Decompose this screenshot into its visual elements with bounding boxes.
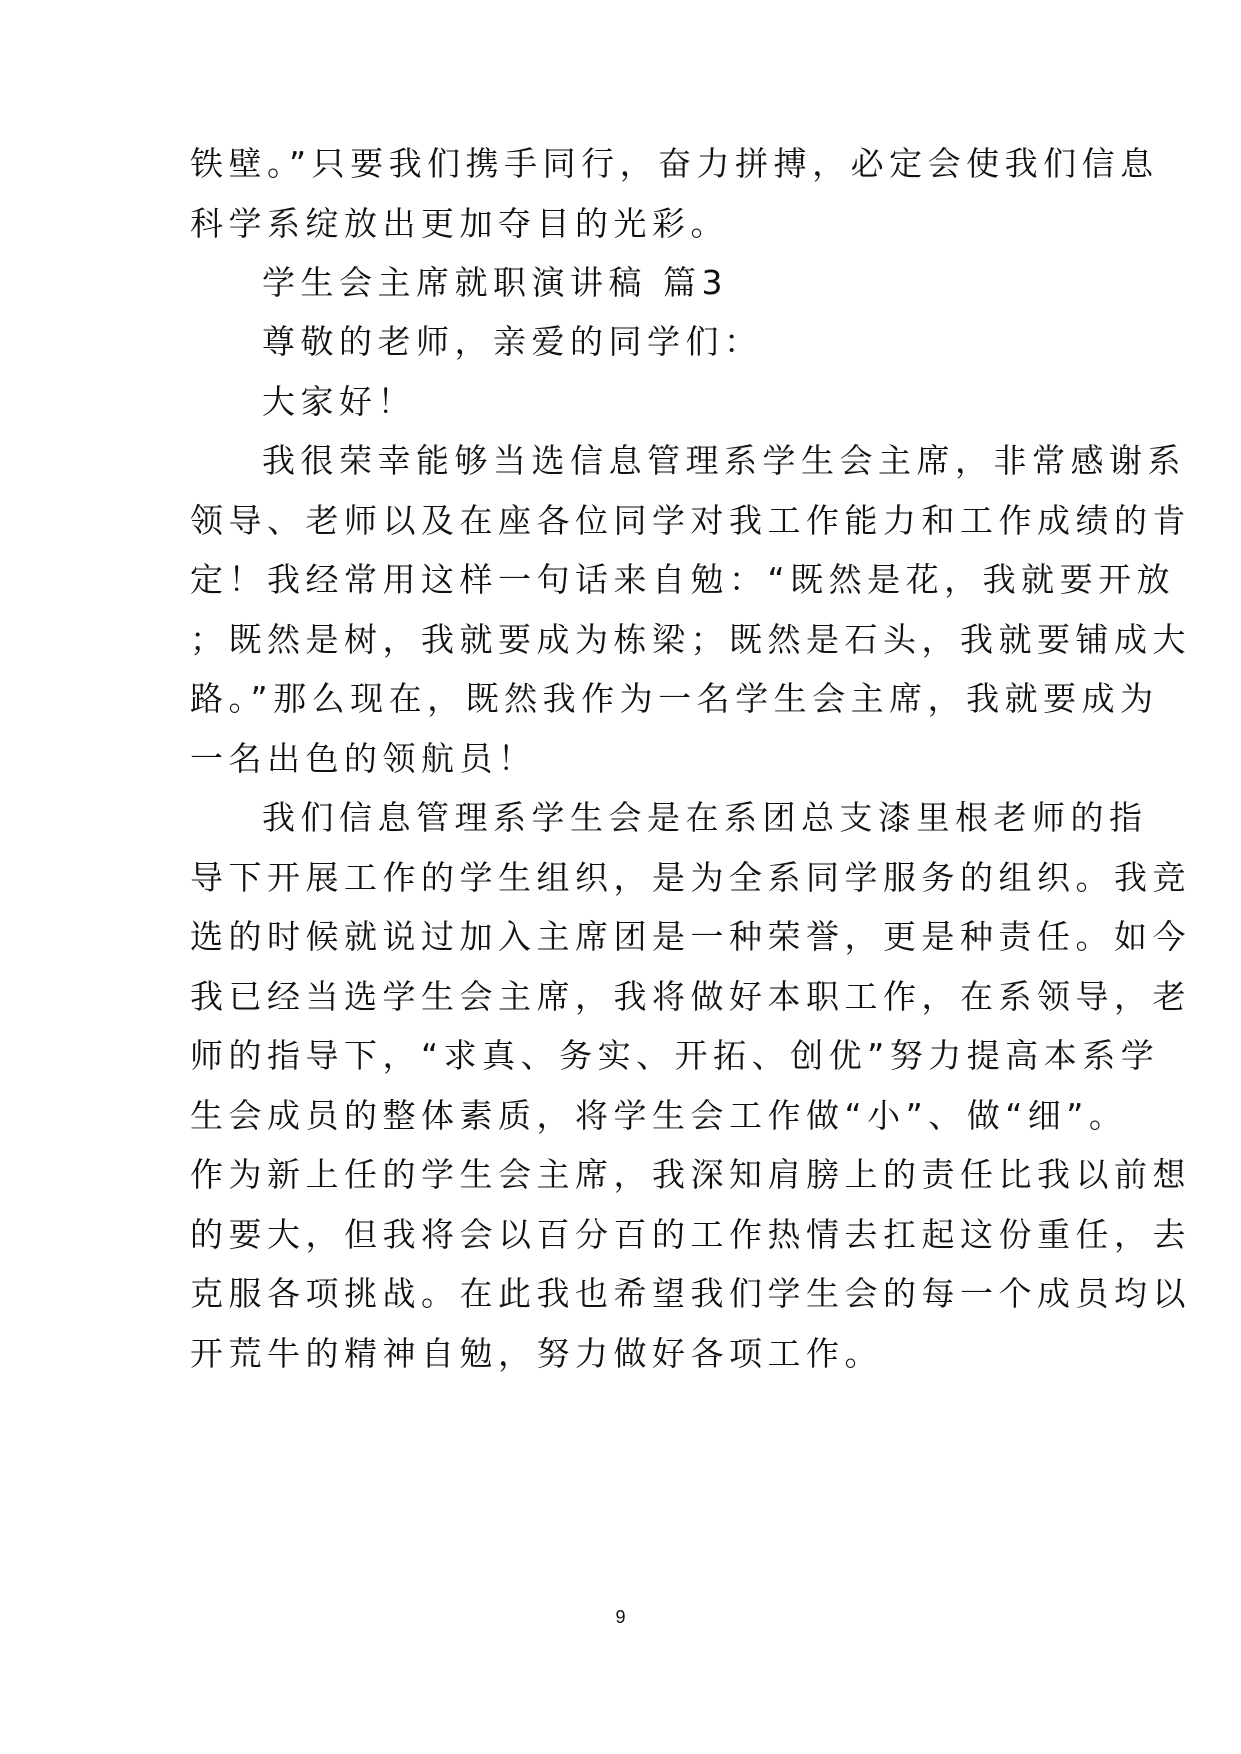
body-text-line: 生会成员的整体素质，将学生会工作做“小”、做“细”。 <box>190 1096 1128 1135</box>
body-text-line: 一名出色的领航员！ <box>190 739 537 778</box>
body-text-line: 师的指导下，“求真、务实、开拓、创优”努力提高本系学 <box>190 1036 1160 1075</box>
body-text-line: 的要大，但我将会以百分百的工作热情去扛起这份重任，去 <box>190 1215 1191 1254</box>
body-text-line: 定！我经常用这样一句话来自勉：“既然是花，我就要开放 <box>190 560 1176 599</box>
page-number: 9 <box>615 1607 626 1627</box>
body-text-line: 导下开展工作的学生组织，是为全系同学服务的组织。我竞 <box>190 858 1191 897</box>
greeting: 大家好！ <box>262 382 416 421</box>
body-text-line: 科学系绽放出更加夺目的光彩。 <box>190 204 729 243</box>
body-text-line: 我很荣幸能够当选信息管理系学生会主席，非常感谢系 <box>262 441 1186 480</box>
body-text-line: ；既然是树，我就要成为栋梁；既然是石头，我就要铺成大 <box>190 620 1191 659</box>
body-text-line: 铁壁。”只要我们携手同行，奋力拼搏，必定会使我们信息 <box>190 144 1159 183</box>
body-text-line: 我已经当选学生会主席，我将做好本职工作，在系领导，老 <box>190 977 1191 1016</box>
body-text-line: 我们信息管理系学生会是在系团总支漆里根老师的指 <box>262 798 1148 837</box>
body-text-line: 开荒牛的精神自勉，努力做好各项工作。 <box>190 1334 883 1373</box>
salutation: 尊敬的老师，亲爱的同学们： <box>262 322 763 361</box>
body-text-line: 作为新上任的学生会主席，我深知肩膀上的责任比我以前想 <box>190 1155 1191 1194</box>
section-heading: 学生会主席就职演讲稿 篇3 <box>262 263 728 302</box>
body-text-line: 克服各项挑战。在此我也希望我们学生会的每一个成员均以 <box>190 1274 1191 1313</box>
body-text-line: 选的时候就说过加入主席团是一种荣誉，更是种责任。如今 <box>190 917 1191 956</box>
body-text-line: 路。”那么现在，既然我作为一名学生会主席，我就要成为 <box>190 679 1159 718</box>
body-text-line: 领导、老师以及在座各位同学对我工作能力和工作成绩的肯 <box>190 501 1191 540</box>
